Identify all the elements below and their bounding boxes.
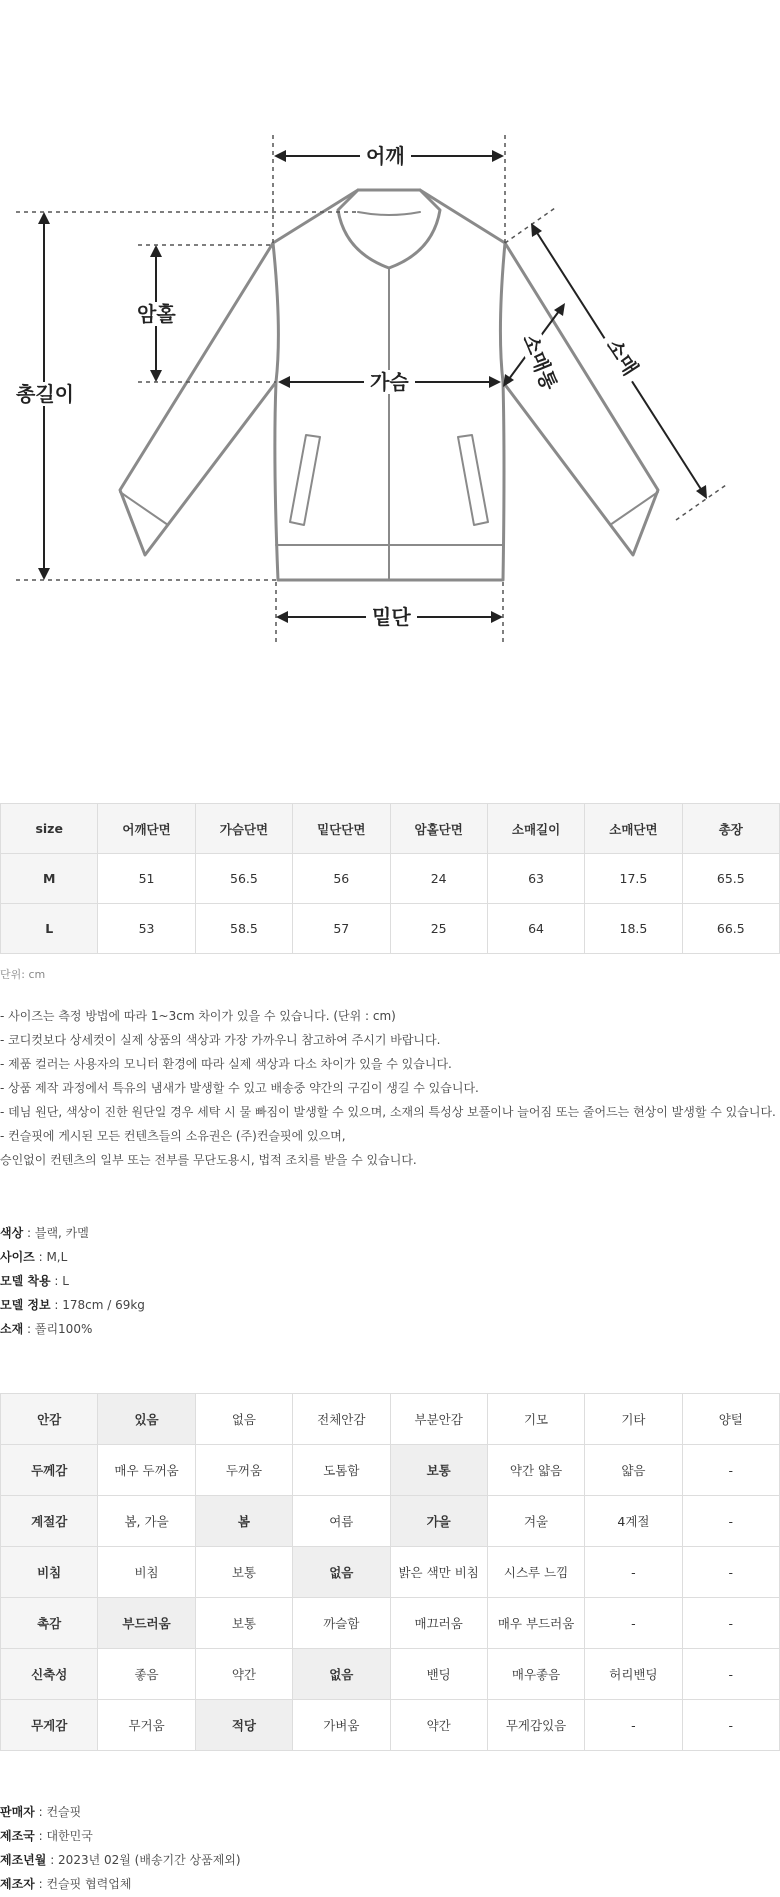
- size-header-cell: 총장: [682, 804, 779, 854]
- attribute-option: 4계절: [585, 1496, 682, 1547]
- seller-value: : 컨슬핏: [34, 1805, 82, 1819]
- attribute-option: -: [682, 1547, 779, 1598]
- attribute-option: 양털: [682, 1394, 779, 1445]
- spec-label: 사이즈: [0, 1250, 35, 1264]
- size-cell: 18.5: [585, 904, 682, 954]
- spec-label: 색상: [0, 1226, 24, 1240]
- notice-line: - 코디컷보다 상세컷이 실제 상품의 색상과 가장 가까우니 참고하여 주시기 바랍니다.: [0, 1033, 441, 1047]
- attribute-row: [1, 1394, 780, 1445]
- seller-line: [0, 1824, 241, 1848]
- notice-line: - 사이즈는 측정 방법에 따라 1~3cm 차이가 있을 수 있습니다. (단위 : cm): [0, 1009, 396, 1023]
- spec-line: [0, 1269, 145, 1293]
- size-guide-diagram: [0, 0, 780, 700]
- attribute-row-label: 안감: [1, 1394, 98, 1445]
- attribute-option: 약간 얇음: [487, 1445, 584, 1496]
- notice-line: - 제품 컬러는 사용자의 모니터 환경에 따라 실제 색상과 다소 차이가 있을 수 있습니다.: [0, 1057, 452, 1071]
- size-header-cell: size: [1, 804, 98, 854]
- spec-line: [0, 1221, 145, 1245]
- notice-line: - 컨슬핏에 게시된 모든 컨텐츠들의 소유권은 (주)컨슬핏에 있으며,: [0, 1129, 346, 1143]
- attribute-option: 없음: [195, 1394, 292, 1445]
- seller-line: [0, 1872, 241, 1896]
- spec-line: [0, 1317, 145, 1341]
- size-header-cell: 가슴단면: [195, 804, 292, 854]
- seller-value: : 대한민국: [34, 1829, 93, 1843]
- notice-line: 승인없이 컨텐츠의 일부 또는 전부를 무단도용시, 법적 조치를 받을 수 있습니다.: [0, 1153, 417, 1167]
- attribute-option: 기타: [585, 1394, 682, 1445]
- seller-line: [0, 1848, 241, 1872]
- label-total-length: 총길이: [10, 382, 80, 406]
- attribute-option: -: [682, 1649, 779, 1700]
- attribute-option: -: [585, 1598, 682, 1649]
- label-armhole: 암홀: [131, 302, 182, 326]
- size-header-cell: 소매단면: [585, 804, 682, 854]
- attribute-option: -: [585, 1547, 682, 1598]
- attribute-option: -: [682, 1700, 779, 1751]
- seller-info: [0, 1800, 241, 1896]
- attribute-option: 허리밴딩: [585, 1649, 682, 1700]
- unit-note: 단위: cm: [0, 968, 46, 981]
- attribute-row: [1, 1700, 780, 1751]
- size-cell: 66.5: [682, 904, 779, 954]
- attribute-row-label: 신축성: [1, 1649, 98, 1700]
- attribute-option: 기모: [487, 1394, 584, 1445]
- size-cell: 53: [98, 904, 195, 954]
- notice-line: - 데님 원단, 색상이 진한 원단일 경우 세탁 시 물 빠짐이 발생할 수 있으며, 소재의 특성상 보풀이나 늘어짐 또는 줄어드는 현상이 발생할 수 있습니다.: [0, 1105, 776, 1119]
- attribute-option: 보통: [195, 1547, 292, 1598]
- label-sleeve: 소매: [598, 329, 646, 385]
- spec-value: : 폴리100%: [23, 1322, 93, 1336]
- attribute-row-label: 무게감: [1, 1700, 98, 1751]
- attribute-option: 도톰함: [293, 1445, 390, 1496]
- attribute-option-selected: 적당: [195, 1700, 292, 1751]
- size-row-label: M: [1, 854, 98, 904]
- seller-label: 제조자: [0, 1877, 35, 1891]
- label-chest: 가슴: [364, 370, 415, 394]
- attribute-option-selected: 없음: [293, 1547, 390, 1598]
- attribute-option: 전체안감: [293, 1394, 390, 1445]
- attribute-option: 매끄러움: [390, 1598, 487, 1649]
- seller-label: 제조국: [0, 1829, 35, 1843]
- attribute-option-selected: 없음: [293, 1649, 390, 1700]
- attribute-option: 얇음: [585, 1445, 682, 1496]
- spec-value: : 블랙, 카멜: [23, 1226, 89, 1240]
- size-row-label: L: [1, 904, 98, 954]
- spec-line: [0, 1293, 145, 1317]
- size-cell: 51: [98, 854, 195, 904]
- size-header-cell: 밑단단면: [293, 804, 390, 854]
- size-table-header-row: [1, 804, 780, 854]
- attribute-option: 부분안감: [390, 1394, 487, 1445]
- attribute-option: 여름: [293, 1496, 390, 1547]
- attribute-option-selected: 가을: [390, 1496, 487, 1547]
- size-header-cell: 어깨단면: [98, 804, 195, 854]
- size-table-row: [1, 904, 780, 954]
- attribute-option: 무게감있음: [487, 1700, 584, 1751]
- size-cell: 65.5: [682, 854, 779, 904]
- attribute-row-label: 촉감: [1, 1598, 98, 1649]
- size-header-cell: 암홀단면: [390, 804, 487, 854]
- seller-label: 판매자: [0, 1805, 35, 1819]
- seller-line: [0, 1800, 241, 1824]
- attribute-table: [0, 1393, 780, 1751]
- label-hem: 밑단: [366, 605, 417, 629]
- attribute-option: -: [682, 1496, 779, 1547]
- spec-value: : M,L: [34, 1250, 68, 1264]
- spec-label: 소재: [0, 1322, 24, 1336]
- attribute-option: -: [585, 1700, 682, 1751]
- attribute-option: 까슬함: [293, 1598, 390, 1649]
- size-table-row: [1, 854, 780, 904]
- attribute-option: 좋음: [98, 1649, 195, 1700]
- size-cell: 56.5: [195, 854, 292, 904]
- size-cell: 57: [293, 904, 390, 954]
- product-specs: [0, 1221, 145, 1341]
- attribute-option: 비침: [98, 1547, 195, 1598]
- jacket-outline-illustration: [0, 0, 780, 700]
- size-cell: 58.5: [195, 904, 292, 954]
- size-cell: 24: [390, 854, 487, 904]
- seller-value: : 2023년 02월 (배송기간 상품제외): [46, 1853, 241, 1867]
- label-shoulder: 어깨: [360, 144, 411, 168]
- attribute-option-selected: 보통: [390, 1445, 487, 1496]
- size-cell: 56: [293, 854, 390, 904]
- attribute-option: 두꺼움: [195, 1445, 292, 1496]
- seller-label: 제조년월: [0, 1853, 47, 1867]
- attribute-option: -: [682, 1598, 779, 1649]
- attribute-option: 시스루 느낌: [487, 1547, 584, 1598]
- attribute-row: [1, 1547, 780, 1598]
- attribute-option: 밝은 색만 비침: [390, 1547, 487, 1598]
- attribute-option: 약간: [390, 1700, 487, 1751]
- size-cell: 63: [487, 854, 584, 904]
- attribute-option: 매우 부드러움: [487, 1598, 584, 1649]
- spec-value: : 178cm / 69kg: [50, 1298, 145, 1312]
- size-cell: 25: [390, 904, 487, 954]
- attribute-option: 무거움: [98, 1700, 195, 1751]
- attribute-row: [1, 1445, 780, 1496]
- attribute-option: 가벼움: [293, 1700, 390, 1751]
- attribute-row: [1, 1649, 780, 1700]
- attribute-row: [1, 1598, 780, 1649]
- size-table: [0, 803, 780, 954]
- attribute-row: [1, 1496, 780, 1547]
- attribute-option-selected: 부드러움: [98, 1598, 195, 1649]
- spec-line: [0, 1245, 145, 1269]
- attribute-option: 보통: [195, 1598, 292, 1649]
- label-sleeve-width: 소매통: [516, 325, 564, 399]
- attribute-option-selected: 봄: [195, 1496, 292, 1547]
- size-cell: 64: [487, 904, 584, 954]
- notice-list: [0, 1004, 776, 1172]
- attribute-row-label: 두께감: [1, 1445, 98, 1496]
- attribute-row-label: 비침: [1, 1547, 98, 1598]
- attribute-option: 밴딩: [390, 1649, 487, 1700]
- attribute-row-label: 계절감: [1, 1496, 98, 1547]
- spec-label: 모델 정보: [0, 1298, 51, 1312]
- attribute-option: -: [682, 1445, 779, 1496]
- attribute-option: 매우좋음: [487, 1649, 584, 1700]
- attribute-option: 약간: [195, 1649, 292, 1700]
- notice-line: - 상품 제작 과정에서 특유의 냄새가 발생할 수 있고 배송중 약간의 구김이 생길 수 있습니다.: [0, 1081, 479, 1095]
- attribute-option-selected: 있음: [98, 1394, 195, 1445]
- attribute-option: 봄, 가을: [98, 1496, 195, 1547]
- spec-label: 모델 착용: [0, 1274, 51, 1288]
- attribute-option: 매우 두꺼움: [98, 1445, 195, 1496]
- size-cell: 17.5: [585, 854, 682, 904]
- seller-value: : 컨슬핏 협력업체: [34, 1877, 132, 1891]
- spec-value: : L: [50, 1274, 69, 1288]
- attribute-option: 겨울: [487, 1496, 584, 1547]
- size-header-cell: 소매길이: [487, 804, 584, 854]
